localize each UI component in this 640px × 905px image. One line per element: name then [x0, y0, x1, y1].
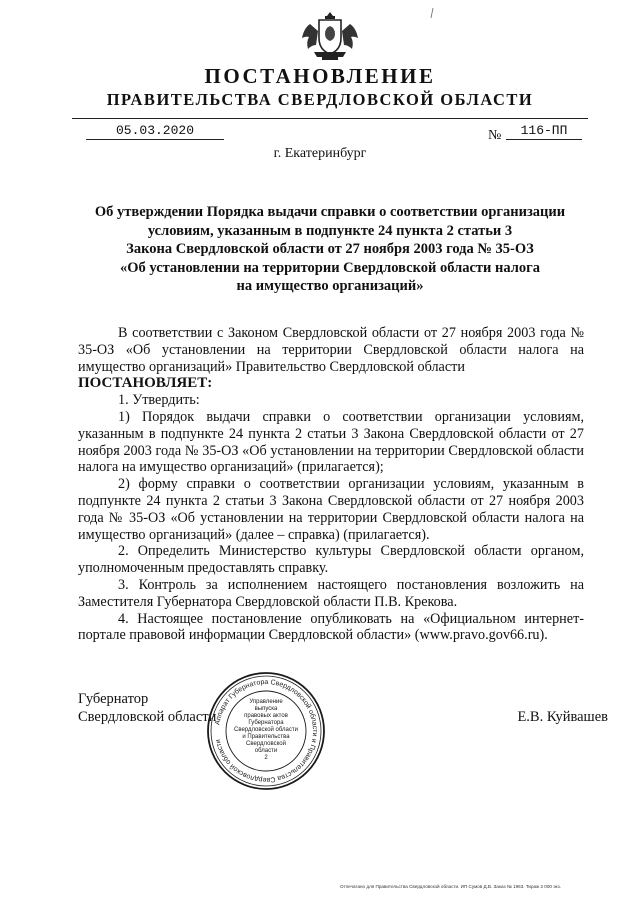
item-3: 3. Контроль за исполнением настоящего постановления возложить на Заместителя Губернатора Свердловской области П.В. Крекова. [78, 576, 584, 610]
pen-mark [430, 8, 434, 18]
item-1-2: 2) форму справки о соответствии организации условиям, указанным в подпункте 24 пункта 2 статьи 3 Закона Свердловской области от 27 ноября 2003 года № 35-ОЗ «Об установлении на территории Свердловской области налога на имущество организаций» (далее – справка) (прилагается). [78, 476, 584, 543]
position-line: Губернатор [78, 691, 149, 707]
item-4: 4. Настоящее постановление опубликовать на «Официальном интернет-портале правовой информации Свердловской области» (www.pravo.gov66.ru). [78, 610, 584, 644]
stamp-ring-text: Аппарат Губернатора Свердловской области и Правительства Свердловской области [214, 678, 319, 784]
coat-of-arms-icon [300, 10, 360, 62]
document-body [78, 325, 584, 644]
title-line: «Об установлении на территории Свердловской области налога [119, 259, 540, 276]
issuer-heading: ПРАВИТЕЛЬСТВА СВЕРДЛОВСКОЙ ОБЛАСТИ [106, 90, 534, 109]
signatory-name: Е.В. Куйвашев [517, 709, 608, 725]
title-line: Об утверждении Порядка выдачи справки о соответствии организации [94, 204, 566, 220]
document-number: 116-ПП [506, 123, 582, 140]
stamp-center-line: Губернатора [248, 720, 284, 726]
stamp-center-line: выпуска [254, 706, 278, 712]
position-line: Свердловской области [78, 709, 217, 725]
stamp-center-line: области [254, 748, 278, 754]
title-line: на имущество организаций» [236, 278, 424, 294]
stamp-center-line: правовых актов [244, 713, 288, 719]
stamp-center-line: и Правительства [242, 734, 290, 740]
title-line: условиям, указанным в подпункте 24 пункта 2 статьи 3 [147, 222, 513, 239]
stamp-center-line: Свердловской области [233, 727, 299, 733]
stamp-center-line: Управление [249, 699, 283, 705]
stamp-center-line: 2 [264, 755, 268, 761]
item-1-1: 1) Порядок выдачи справки о соответствии организации условиям, указанным в подпункте 24 пункта 2 статьи 3 Закона Свердловской области от 27 ноября 2003 года № 35-ОЗ «Об установлении на территории Свердловской области налога на имущество организаций» (прилагается); [78, 408, 584, 476]
resolves-heading: ПОСТАНОВЛЯЕТ: [78, 375, 213, 392]
title-line: Закона Свердловской области от 27 ноября 2003 года № 35-ОЗ [126, 241, 534, 257]
preamble: В соответствии с Законом Свердловской области от 27 ноября 2003 года № 35-ОЗ «Об установлении на территории Свердловской области налога на имущество организаций» Правительство Свердловской области [78, 325, 584, 375]
signatory-position [78, 690, 216, 726]
item-1: 1. Утвердить: [118, 392, 200, 409]
item-2: 2. Определить Министерство культуры Свердловской области органом, уполномоченным предоставлять справку. [78, 543, 584, 577]
header-divider [72, 118, 588, 119]
document-date: 05.03.2020 [86, 123, 224, 140]
stamp-center-line: Свердловской [246, 741, 286, 747]
document-title [80, 203, 580, 296]
document-type-heading: ПОСТАНОВЛЕНИЕ [204, 64, 436, 88]
city: г. Екатеринбург [273, 146, 367, 161]
print-footer: Отпечатано для Правительства Свердловской области. ИП Сумов Д.В. Заказ № 1963. Тираж 2 000 экз. [340, 884, 562, 889]
official-stamp [205, 670, 327, 792]
number-sign: № [488, 128, 502, 143]
